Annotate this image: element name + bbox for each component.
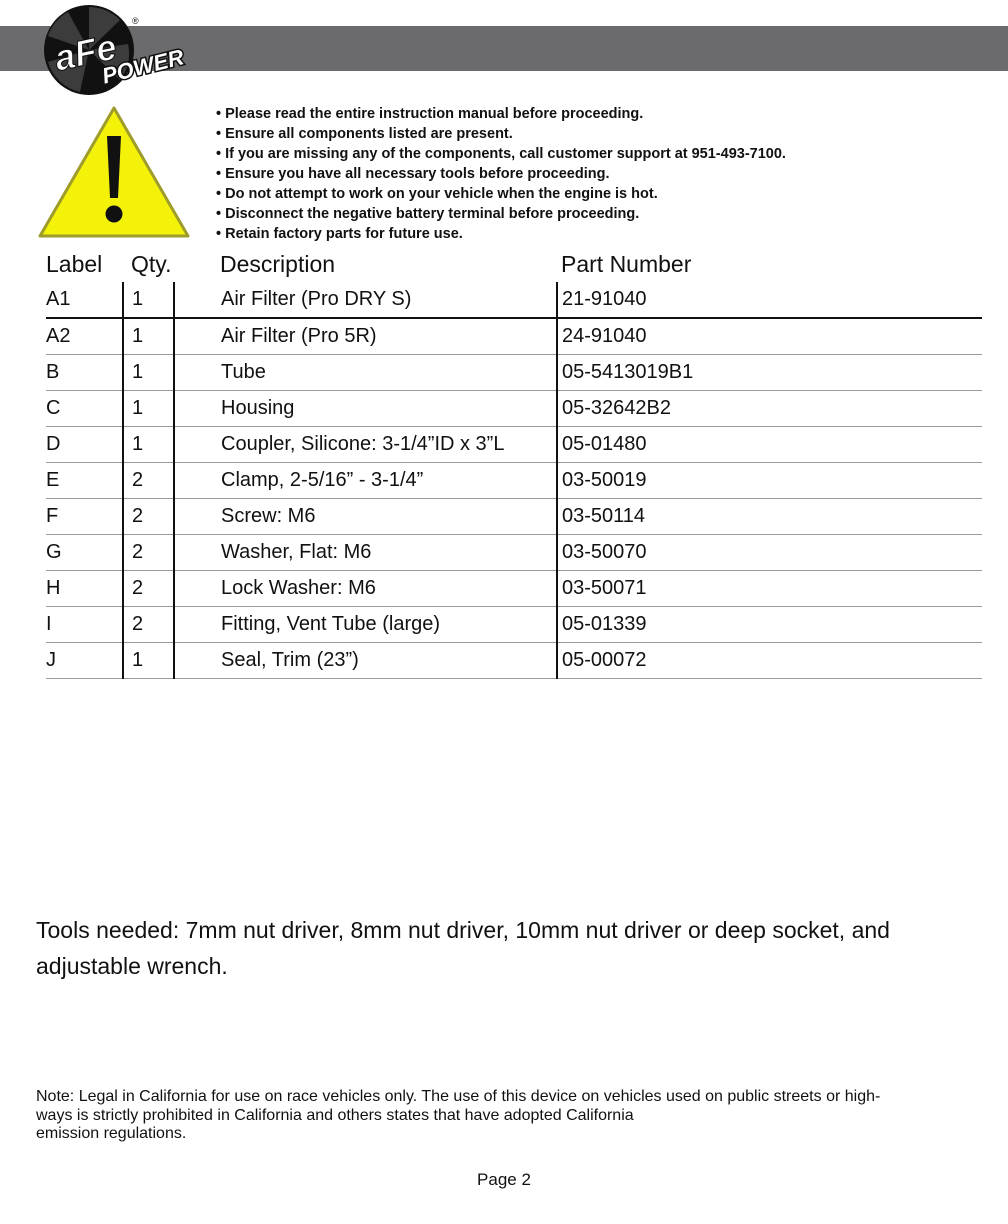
table-row [46, 282, 982, 318]
table-row [46, 355, 982, 391]
logo-text-top: aFe [50, 25, 121, 79]
cell-qty: 1 [123, 355, 174, 391]
checklist-item: • Please read the entire instruction manual before proceeding. [216, 104, 786, 124]
tools-needed-text: Tools needed: 7mm nut driver, 8mm nut driver, 10mm nut driver or deep socket, and adjustable wrench. [36, 917, 890, 979]
cell-part-number: 21-91040 [557, 282, 982, 318]
cell-part-number: 05-01339 [557, 607, 982, 643]
checklist-item: • Ensure you have all necessary tools before proceeding. [216, 164, 786, 184]
cell-qty: 1 [123, 318, 174, 355]
cell-description: Air Filter (Pro 5R) [174, 318, 557, 355]
cell-label: H [46, 571, 123, 607]
cell-part-number: 03-50019 [557, 463, 982, 499]
registered-mark: ® [132, 16, 139, 26]
table-row [46, 571, 982, 607]
header-label: Label [46, 250, 103, 277]
cell-qty: 1 [123, 391, 174, 427]
checklist-item: • Do not attempt to work on your vehicle when the engine is hot. [216, 184, 786, 204]
legal-note-line: ways is strictly prohibited in California and others states that have adopted California [36, 1106, 634, 1124]
cell-qty: 1 [123, 643, 174, 679]
header-description: Description [220, 250, 336, 277]
cell-description: Coupler, Silicone: 3-1/4”ID x 3”L [174, 427, 557, 463]
cell-description: Screw: M6 [174, 499, 557, 535]
cell-part-number: 05-5413019B1 [557, 355, 982, 391]
cell-part-number: 03-50071 [557, 571, 982, 607]
checklist-item: • If you are missing any of the components, call customer support at 951-493-7100. [216, 144, 786, 164]
cell-label: C [46, 391, 123, 427]
logo-text-bottom: POWER [99, 44, 187, 89]
cell-part-number: 03-50070 [557, 535, 982, 571]
checklist-item: • Retain factory parts for future use. [216, 224, 786, 244]
legal-note [36, 1088, 966, 1144]
checklist-item: • Ensure all components listed are present. [216, 124, 786, 144]
table-row [46, 391, 982, 427]
cell-qty: 2 [123, 571, 174, 607]
cell-label: A1 [46, 282, 123, 318]
table-row [46, 607, 982, 643]
warning-triangle-icon [34, 102, 194, 242]
cell-label: A2 [46, 318, 123, 355]
checklist-item: • Disconnect the negative battery terminal before proceeding. [216, 204, 786, 224]
cell-description: Lock Washer: M6 [174, 571, 557, 607]
cell-label: D [46, 427, 123, 463]
cell-qty: 2 [123, 535, 174, 571]
table-row [46, 535, 982, 571]
cell-qty: 1 [123, 427, 174, 463]
cell-part-number: 24-91040 [557, 318, 982, 355]
table-row [46, 643, 982, 679]
cell-description: Seal, Trim (23”) [174, 643, 557, 679]
cell-qty: 2 [123, 499, 174, 535]
table-row [46, 463, 982, 499]
header-part-number: Part Number [561, 250, 692, 277]
cell-label: B [46, 355, 123, 391]
cell-description: Air Filter (Pro DRY S) [174, 282, 557, 318]
cell-part-number: 03-50114 [557, 499, 982, 535]
cell-description: Washer, Flat: M6 [174, 535, 557, 571]
parts-table [46, 246, 982, 679]
legal-note-line: Note: Legal in California for use on race vehicles only. The use of this device on vehicles used on public streets or high- [36, 1088, 881, 1105]
cell-label: J [46, 643, 123, 679]
cell-label: E [46, 463, 123, 499]
cell-part-number: 05-00072 [557, 643, 982, 679]
table-row [46, 427, 982, 463]
header-qty: Qty. [131, 250, 172, 277]
cell-description: Housing [174, 391, 557, 427]
table-row [46, 499, 982, 535]
cell-label: F [46, 499, 123, 535]
cell-description: Fitting, Vent Tube (large) [174, 607, 557, 643]
table-header-row [46, 246, 982, 282]
cell-qty: 1 [123, 282, 174, 318]
cell-part-number: 05-32642B2 [557, 391, 982, 427]
afe-power-logo [40, 2, 200, 98]
page-number: Page 2 [477, 1170, 531, 1189]
cell-part-number: 05-01480 [557, 427, 982, 463]
cell-qty: 2 [123, 463, 174, 499]
cell-label: G [46, 535, 123, 571]
cell-qty: 2 [123, 607, 174, 643]
cell-label: I [46, 607, 123, 643]
cell-description: Tube [174, 355, 557, 391]
safety-checklist [216, 104, 786, 244]
cell-description: Clamp, 2-5/16” - 3-1/4” [174, 463, 557, 499]
legal-note-line: emission regulations. [36, 1125, 187, 1142]
table-row [46, 318, 982, 355]
